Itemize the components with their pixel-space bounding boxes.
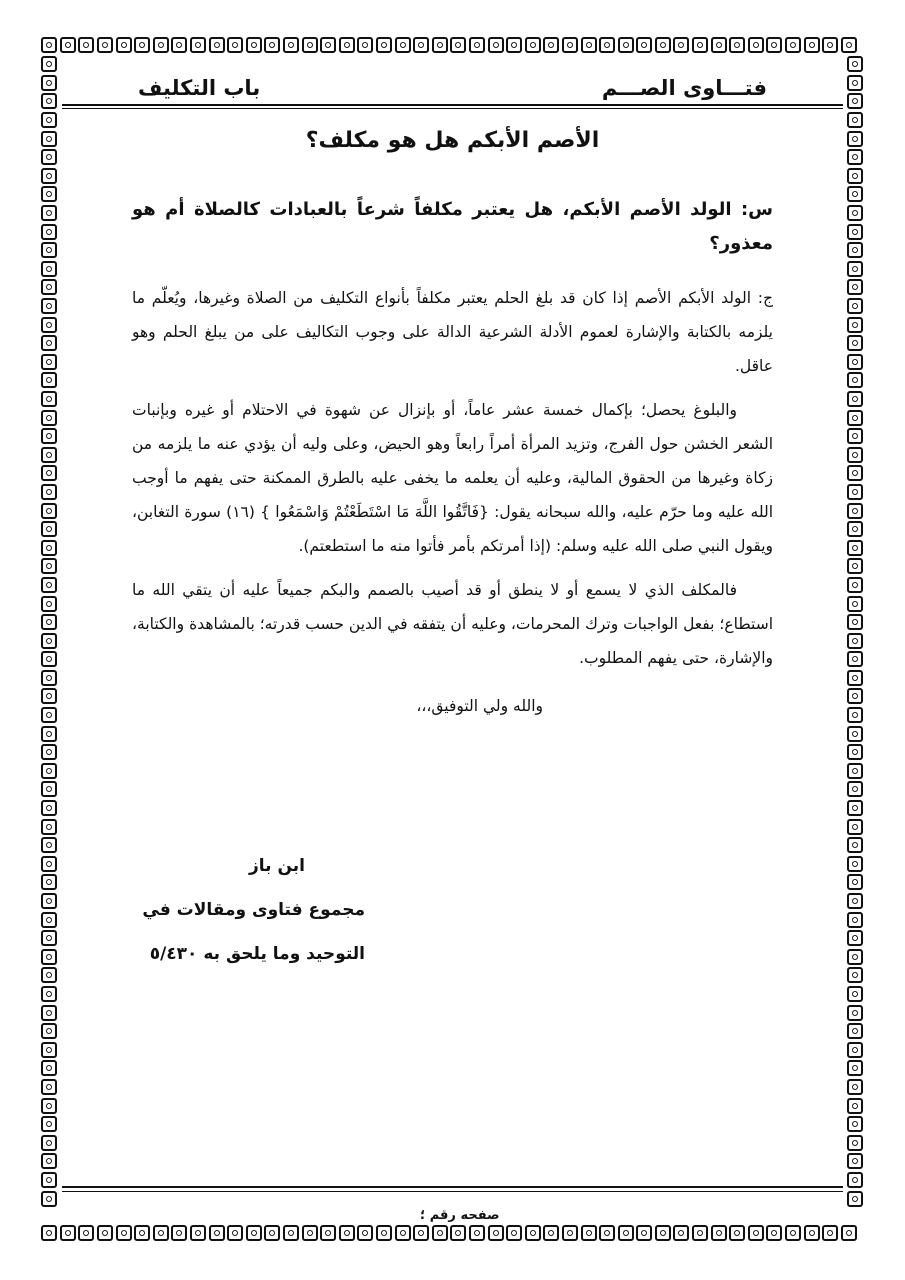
border-ornament-tile [153,37,169,53]
border-ornament-tile [41,1172,57,1188]
border-ornament-tile [227,37,243,53]
border-ornament-tile [41,465,57,481]
question-text: س: الولد الأصم الأبكم، هل يعتبر مكلفاً شرعاً بالعبادات كالصلاة أم هو معذور؟ [132,199,773,254]
border-ornament-tile [41,186,57,202]
border-ornament-tile [41,261,57,277]
answer-paragraph: فالمكلف الذي لا يسمع أو لا ينطق أو قد أصيب بالصمم والبكم جميعاً عليه أن يتقي الله ما استطاع؛ بفعل الواجبات وترك المحرمات، وعليه أن يتفقه في الدين حسب قدرته؛ بالمشاهدة والكتابة، والإشارة، حتى يفهم المطلوب. [132,581,773,667]
border-ornament-tile [711,37,727,53]
border-ornament-tile [41,633,57,649]
border-ornament-tile [41,484,57,500]
border-ornament-tile [692,1225,708,1241]
border-ornament-tile [488,37,504,53]
border-ornament-tile [847,1005,863,1021]
border-ornament-tile [506,1225,522,1241]
border-ornament-tile [41,1191,57,1207]
border-ornament-tile [847,912,863,928]
border-ornament-tile [847,781,863,797]
border-ornament-tile [841,37,857,53]
border-ornament-tile [41,37,57,53]
border-ornament-tile [78,1225,94,1241]
border-ornament-tile [41,670,57,686]
border-ornament-tile [847,205,863,221]
source-citation [105,844,365,976]
border-ornament-tile [847,1172,863,1188]
border-ornament-tile [283,37,299,53]
border-ornament-tile [116,37,132,53]
border-bottom [40,1224,858,1243]
border-ornament-tile [41,540,57,556]
border-ornament-tile [41,1023,57,1039]
border-ornament-tile [153,1225,169,1241]
border-ornament-tile [41,93,57,109]
border-ornament-tile [41,726,57,742]
border-ornament-tile [847,633,863,649]
source-book: مجموع فتاوى ومقالات في [142,900,365,920]
border-ornament-tile [711,1225,727,1241]
border-ornament-tile [376,1225,392,1241]
border-ornament-tile [41,1098,57,1114]
border-ornament-tile [41,949,57,965]
border-ornament-tile [41,112,57,128]
border-ornament-tile [302,37,318,53]
border-ornament-tile [320,1225,336,1241]
border-ornament-tile [847,1060,863,1076]
border-ornament-tile [785,37,801,53]
border-ornament-tile [41,1079,57,1095]
border-ornament-tile [264,37,280,53]
border-ornament-tile [41,651,57,667]
border-ornament-tile [618,1225,634,1241]
border-right [846,55,865,1208]
border-ornament-tile [41,354,57,370]
border-ornament-tile [847,1116,863,1132]
border-ornament-tile [116,1225,132,1241]
border-ornament-tile [450,37,466,53]
border-ornament-tile [41,558,57,574]
border-ornament-tile [209,1225,225,1241]
border-ornament-tile [847,465,863,481]
border-ornament-tile [171,37,187,53]
border-ornament-tile [822,37,838,53]
border-ornament-tile [171,1225,187,1241]
border-ornament-tile [847,819,863,835]
border-ornament-tile [41,56,57,72]
border-ornament-tile [395,37,411,53]
border-ornament-tile [847,93,863,109]
border-ornament-tile [41,131,57,147]
answer-paragraph: والبلوغ يحصل؛ بإكمال خمسة عشر عاماً، أو بإنزال عن شهوة في الاحتلام أو غيره وبإنبات الشعر الخشن حول الفرج، وتزيد المرأة أمراً رابعاً وهو الحيض، وعلى وليه أن يؤدي عنه ما يلزمه من زكاة وغيرها من الحقوق المالية، وعليه أن يعلمه ما يخفى عليه بالطرق الممكنة حتى يفهم ما أوجب الله عليه وما حرّم عليه، والله سبحانه يقول: {فَاتَّقُوا اللَّهَ مَا اسْتَطَعْتُمْ وَاسْمَعُوا } (١٦) سورة التغابن، ويقول النبي صلى الله عليه وسلم: (إذا أمرتكم بأمر فأتوا منه ما استطعتم). [132,401,773,555]
border-ornament-tile [847,596,863,612]
border-ornament-tile [246,37,262,53]
border-ornament-tile [847,540,863,556]
border-ornament-tile [41,242,57,258]
border-ornament-tile [847,986,863,1002]
border-ornament-tile [41,1153,57,1169]
border-ornament-tile [673,1225,689,1241]
border-ornament-tile [41,986,57,1002]
border-ornament-tile [847,484,863,500]
border-ornament-tile [804,1225,820,1241]
border-ornament-tile [847,744,863,760]
border-ornament-tile [599,1225,615,1241]
border-ornament-tile [41,75,57,91]
border-ornament-tile [134,37,150,53]
border-ornament-tile [847,112,863,128]
border-ornament-tile [847,930,863,946]
border-ornament-tile [41,428,57,444]
border-ornament-tile [97,1225,113,1241]
border-ornament-tile [41,577,57,593]
border-ornament-tile [847,726,863,742]
border-ornament-tile [339,1225,355,1241]
border-ornament-tile [41,447,57,463]
border-ornament-tile [847,391,863,407]
border-ornament-tile [847,949,863,965]
border-ornament-tile [847,558,863,574]
border-ornament-tile [673,37,689,53]
border-ornament-tile [618,37,634,53]
border-ornament-tile [847,75,863,91]
border-top [40,36,858,55]
border-ornament-tile [488,1225,504,1241]
border-ornament-tile [847,1042,863,1058]
border-ornament-tile [748,1225,764,1241]
border-ornament-tile [41,744,57,760]
border-ornament-tile [264,1225,280,1241]
border-ornament-tile [766,1225,782,1241]
border-ornament-tile [847,317,863,333]
border-ornament-tile [847,224,863,240]
border-ornament-tile [847,688,863,704]
border-ornament-tile [785,1225,801,1241]
border-ornament-tile [41,688,57,704]
border-ornament-tile [847,800,863,816]
border-ornament-tile [41,930,57,946]
border-ornament-tile [847,1153,863,1169]
border-ornament-tile [847,521,863,537]
border-ornament-tile [41,874,57,890]
border-ornament-tile [190,37,206,53]
border-ornament-tile [41,279,57,295]
border-ornament-tile [357,1225,373,1241]
border-ornament-tile [847,186,863,202]
border-ornament-tile [246,1225,262,1241]
border-ornament-tile [847,242,863,258]
page-number: صفحه رقم ؛ [420,1208,500,1223]
border-ornament-tile [78,37,94,53]
border-ornament-tile [41,1060,57,1076]
border-ornament-tile [41,856,57,872]
border-ornament-tile [847,874,863,890]
article-body [132,128,773,723]
border-ornament-tile [469,1225,485,1241]
border-ornament-tile [847,428,863,444]
border-ornament-tile [847,1098,863,1114]
article-title: الأصم الأبكم هل هو مكلف؟ [305,128,600,153]
border-ornament-tile [847,707,863,723]
border-ornament-tile [543,37,559,53]
border-ornament-tile [847,372,863,388]
footer-rule-thin [62,1191,843,1192]
border-ornament-tile [847,298,863,314]
border-ornament-tile [581,1225,597,1241]
border-ornament-tile [41,1225,57,1241]
border-ornament-tile [41,912,57,928]
border-ornament-tile [395,1225,411,1241]
border-ornament-tile [376,37,392,53]
border-ornament-tile [413,1225,429,1241]
border-ornament-tile [413,37,429,53]
border-ornament-tile [41,1042,57,1058]
border-ornament-tile [41,372,57,388]
border-ornament-tile [41,781,57,797]
border-ornament-tile [41,335,57,351]
border-ornament-tile [766,37,782,53]
border-ornament-tile [847,856,863,872]
border-ornament-tile [847,1191,863,1207]
header-rule-thin [62,108,843,109]
border-ornament-tile [357,37,373,53]
border-ornament-tile [432,37,448,53]
border-ornament-tile [339,37,355,53]
border-ornament-tile [41,224,57,240]
border-ornament-tile [41,391,57,407]
border-ornament-tile [525,37,541,53]
border-ornament-tile [41,800,57,816]
border-ornament-tile [636,37,652,53]
border-ornament-tile [506,37,522,53]
border-left [40,55,59,1208]
border-ornament-tile [525,1225,541,1241]
border-ornament-tile [41,1135,57,1151]
border-ornament-tile [41,298,57,314]
border-ornament-tile [847,763,863,779]
footer-rule [62,1186,843,1188]
border-ornament-tile [41,149,57,165]
border-ornament-tile [847,1023,863,1039]
border-ornament-tile [41,763,57,779]
border-ornament-tile [562,37,578,53]
border-ornament-tile [41,521,57,537]
border-ornament-tile [432,1225,448,1241]
border-ornament-tile [41,205,57,221]
border-ornament-tile [320,37,336,53]
border-ornament-tile [847,503,863,519]
border-ornament-tile [302,1225,318,1241]
border-ornament-tile [847,837,863,853]
source-reference: التوحيد وما يلحق به ٥/٤٣٠ [149,944,365,964]
border-ornament-tile [847,261,863,277]
border-ornament-tile [97,37,113,53]
border-ornament-tile [41,967,57,983]
border-ornament-tile [134,1225,150,1241]
border-ornament-tile [847,577,863,593]
border-ornament-tile [847,651,863,667]
border-ornament-tile [190,1225,206,1241]
border-ornament-tile [729,1225,745,1241]
border-ornament-tile [841,1225,857,1241]
border-ornament-tile [562,1225,578,1241]
border-ornament-tile [804,37,820,53]
border-ornament-tile [636,1225,652,1241]
border-ornament-tile [847,1135,863,1151]
border-ornament-tile [748,37,764,53]
border-ornament-tile [209,37,225,53]
border-ornament-tile [41,1005,57,1021]
border-ornament-tile [60,1225,76,1241]
border-ornament-tile [655,1225,671,1241]
border-ornament-tile [41,614,57,630]
border-ornament-tile [543,1225,559,1241]
border-ornament-tile [450,1225,466,1241]
border-ornament-tile [41,893,57,909]
border-ornament-tile [847,335,863,351]
border-ornament-tile [41,819,57,835]
border-ornament-tile [847,168,863,184]
border-ornament-tile [847,670,863,686]
border-ornament-tile [41,168,57,184]
border-ornament-tile [227,1225,243,1241]
border-ornament-tile [41,503,57,519]
closing-line: والله ولي التوفيق،،، [416,697,543,715]
border-ornament-tile [599,37,615,53]
border-ornament-tile [41,317,57,333]
border-ornament-tile [283,1225,299,1241]
answer-paragraph: ج: الولد الأبكم الأصم إذا كان قد بلغ الحلم يعتبر مكلفاً بأنواع التكليف من الصلاة وغيرها، ويُعلّم ما يلزمه بالكتابة والإشارة لعموم الأدلة الشرعية الدالة على وجوب التكاليف على من يبلغ الحلم وهو عاقل. [132,289,773,375]
border-ornament-tile [469,37,485,53]
border-ornament-tile [41,707,57,723]
border-ornament-tile [581,37,597,53]
border-ornament-tile [847,279,863,295]
border-ornament-tile [847,354,863,370]
border-ornament-tile [847,1079,863,1095]
border-ornament-tile [41,1116,57,1132]
border-ornament-tile [847,56,863,72]
border-ornament-tile [41,596,57,612]
border-ornament-tile [847,967,863,983]
border-ornament-tile [847,149,863,165]
border-ornament-tile [729,37,745,53]
chapter-title: باب التكليف [138,76,261,100]
border-ornament-tile [822,1225,838,1241]
border-ornament-tile [847,447,863,463]
border-ornament-tile [655,37,671,53]
border-ornament-tile [847,893,863,909]
border-ornament-tile [847,410,863,426]
border-ornament-tile [41,837,57,853]
border-ornament-tile [60,37,76,53]
border-ornament-tile [692,37,708,53]
header-rule [62,104,843,106]
source-author: ابن باز [249,856,305,876]
border-ornament-tile [847,131,863,147]
border-ornament-tile [847,614,863,630]
book-title: فتـــاوى الصـــم [601,76,767,100]
border-ornament-tile [41,410,57,426]
